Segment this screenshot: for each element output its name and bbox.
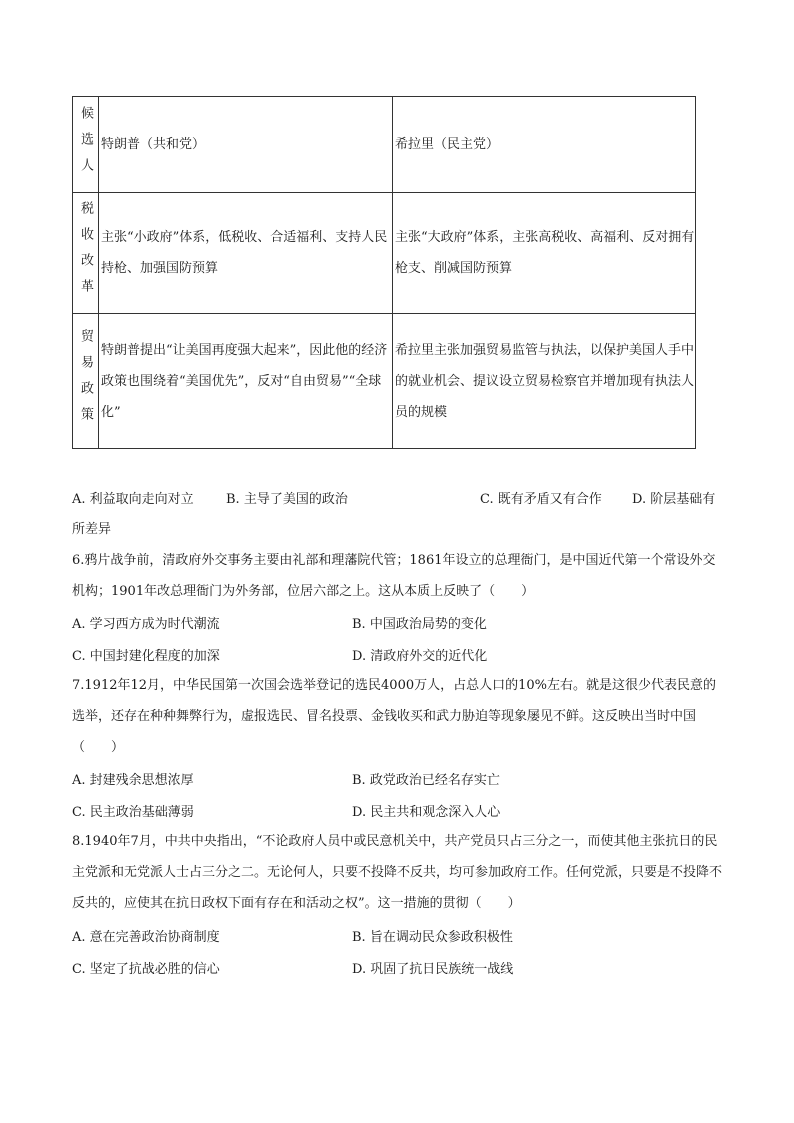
table-row: [73, 314, 696, 449]
row-label-tax: 税收改革: [73, 193, 99, 314]
q8-option-b[interactable]: B. 旨在调动民众参政积极性: [352, 930, 513, 945]
table-row: [73, 193, 696, 314]
q5-option-a[interactable]: A. 利益取向走向对立: [72, 492, 194, 507]
q7-option-c[interactable]: C. 民主政治基础薄弱: [72, 805, 194, 820]
q8-option-c[interactable]: C. 坚定了抗战必胜的信心: [72, 962, 220, 977]
q6-option-b[interactable]: B. 中国政治局势的变化: [352, 617, 487, 632]
q5-option-d-continued: 所差异: [72, 522, 112, 537]
cell-clinton-trade: 希拉里主张加强贸易监管与执法，以保护美国人手中的就业机会、提议设立贸易检察官并增加现有执法人员的规模: [393, 314, 696, 449]
candidate-comparison-table: [72, 96, 696, 449]
q8-option-d[interactable]: D. 巩固了抗日民族统一战线: [352, 962, 514, 977]
row-label-candidate: 候选人: [73, 97, 99, 193]
q7-option-b[interactable]: B. 政党政治已经名存实亡: [352, 773, 500, 788]
cell-trump-trade: 特朗普提出“让美国再度强大起来”，因此他的经济政策也围绕着“美国优先”，反对“自由贸易”“全球化”: [99, 314, 393, 449]
q7-stem: 7.1912年12月，中华民国第一次国会选举登记的选民4000万人，占总人口的10%左右。就是这很少代表民意的选举，还存在种种舞弊行为，虚报选民、冒名投票、金钱收买和武力胁迫等现象屡见不鲜。这反映出当时中国（ ）: [72, 678, 717, 755]
q5-option-b[interactable]: B. 主导了美国的政治: [226, 492, 348, 507]
cell-clinton-tax: 主张“大政府”体系，主张高税收、高福利、反对拥有枪支、削减国防预算: [393, 193, 696, 314]
q6-option-a[interactable]: A. 学习西方成为时代潮流: [72, 617, 220, 632]
q7-option-d[interactable]: D. 民主共和观念深入人心: [352, 805, 501, 820]
q7-option-a[interactable]: A. 封建残余思想浓厚: [72, 773, 194, 788]
q6-option-c[interactable]: C. 中国封建化程度的加深: [72, 649, 220, 664]
q8-stem: 8.1940年7月，中共中央指出，“不论政府人员中或民意机关中，共产党员只占三分之一，而使其他主张抗日的民主党派和无党派人士占三分之二。无论何人，只要不投降不反共，均可参加政府工作。任何党派，只要是不投降不反共的，应使其在抗日政权下面有存在和活动之权”。这一措施的贯彻（ ）: [72, 834, 723, 911]
q5-option-d[interactable]: D. 阶层基础有: [632, 492, 716, 507]
q6-option-d[interactable]: D. 清政府外交的近代化: [352, 649, 488, 664]
table-header-row: [73, 97, 696, 193]
cell-clinton-header: 希拉里（民主党）: [393, 97, 696, 193]
q5-option-c[interactable]: C. 既有矛盾又有合作: [480, 492, 602, 507]
q6-stem: 6.鸦片战争前，清政府外交事务主要由礼部和理藩院代管；1861年设立的总理衙门，是中国近代第一个常设外交机构；1901年改总理衙门为外务部，位居六部之上。这从本质上反映了（ ）: [72, 553, 716, 599]
cell-trump-header: 特朗普（共和党）: [99, 97, 393, 193]
q8-option-a[interactable]: A. 意在完善政治协商制度: [72, 930, 220, 945]
row-label-trade: 贸易政策: [73, 314, 99, 449]
cell-trump-tax: 主张“小政府”体系，低税收、合适福利、支持人民持枪、加强国防预算: [99, 193, 393, 314]
